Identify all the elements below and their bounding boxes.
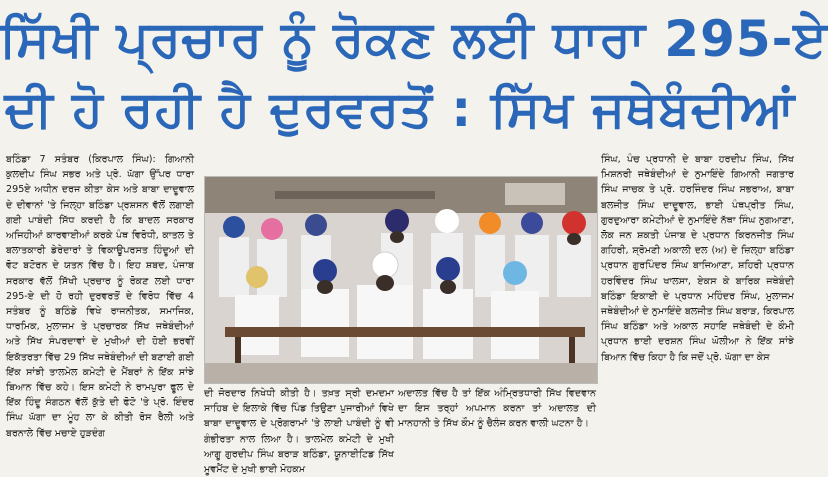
article-column-left	[6, 152, 194, 458]
article-paragraph: ਬਠਿੰਡਾ 7 ਸਤੰਬਰ (ਕਿਰਪਾਲ ਸਿੰਘ): ਗਿਆਨੀ ਕੁਲਦੀਪ ਸਿੰਘ ਸਭਰ ਅਤੇ ਪ੍ਰੋ. ਘੱਗਾ ਉੱਪਰ ਧਾਰਾ 295ਏ ਅਧੀਨ ਦਰਜ ਕੀਤਾ ਕੇਸ ਅਤੇ ਬਾਬਾ ਦਾਦੂਵਾਲ ਦੇ ਦੀਵਾਨਾਂ 'ਤੇ ਜਿਲ੍ਹਾ ਬਠਿੰਡਾ ਪ੍ਰਸ਼ਸਨ ਵੱਲੋਂ ਲਗਾਈ ਗਈ ਪਾਬੰਦੀ ਸਿੱਧ ਕਰਦੀ ਹੈ ਕਿ ਬਾਦਲ ਸਰਕਾਰ ਅਜਿਹੀਆਂ ਕਾਰਵਾਈਆਂ ਕਰਕੇ ਪੰਥ ਵਿਰੋਧੀ, ਕਾਤਲ ਤੇ ਬਲਾਤਕਾਰੀ ਡੇਰੇਦਾਰਾਂ ਤੇ ਵਿਕਾਊਪਰਸਤ ਹਿੰਦੂਆਂ ਦੀ ਵੋਟ ਬਟੋਰਨ ਦੇ ਯਤਨ ਵਿੱਚ ਹੈ। ਇਹ ਸ਼ਬਦ, ਪੰਜਾਬ ਸਰਕਾਰ ਵੱਲੋਂ ਸਿੱਖੀ ਪ੍ਰਚਾਰ ਨੂੰ ਰੋਕਣ ਲਈ ਧਾਰਾ 295-ਏ ਦੀ ਹੋ ਰਹੀ ਦੁਰਵਰਤੋਂ ਦੇ ਵਿਰੋਧ ਵਿੱਚ 4 ਸਤੰਬਰ ਨੂੰ ਬਠਿੰਡੇ ਵਿਖੇ ਰਾਜਨੀਤਕ, ਸਮਾਜਿਕ, ਧਾਰਮਿਕ, ਮੁਲਾਜਮ ਤੇ ਪ੍ਰਚਾਰਕ ਸਿੱਖ ਜਥੇਬੰਦੀਆਂ ਅਤੇ ਸਿੱਖ ਸੰਪਰਦਾਵਾਂ ਦੇ ਮੁਖੀਆਂ ਦੀ ਹੋਈ ਭਰਵੀਂ ਇਕੱਤਰਤਾ ਵਿੱਚ 29 ਸਿੱਖ ਜਥੇਬੰਦੀਆਂ ਦੀ ਬਣਾਈ ਗਈ ਇੱਕ ਸਾਂਝੀ ਤਾਲਮੇਲ ਕਮੇਟੀ ਦੇ ਮੈਂਬਰਾਂ ਨੇ ਇੱਕ ਸਾਂਝੇ ਬਿਆਨ ਵਿੱਚ ਕਹੇ। ਇਸ ਕਮੇਟੀ ਨੇ ਰਾਮਪੁਰਾ ਫੂਲ ਦੇ ਇੱਕ ਹਿੰਦੂ ਸੰਗਠਨ ਵੱਲੋਂ ਕੁੱਤੇ ਦੀ ਫੋਟੋ 'ਤੇ ਪ੍ਰੋ. ਇੰਦਰ ਸਿੰਘ ਘੱਗਾ ਦਾ ਮੂੰਹ ਲਾ ਕੇ ਕੀਤੀ ਰੋਸ ਰੈਲੀ ਅਤੇ ਬਰਨਾਲੇ ਵਿੱਚ ਮਚਾਏ ਹੁੜਦੰਗ	[6, 154, 194, 439]
article-column-bottom-b	[398, 386, 596, 458]
article-column-bottom-a	[204, 386, 394, 476]
article-paragraph: ਸਿੰਘ, ਪੰਚ ਪ੍ਰਧਾਨੀ ਦੇ ਬਾਬਾ ਹਰਦੀਪ ਸਿੰਘ, ਸਿੱਖ ਮਿਸ਼ਨਰੀ ਜਥੇਬੰਦੀਆਂ ਦੇ ਨੁਮਾਇੰਦੇ ਗਿਆਨੀ ਜਗਤਾਰ ਸਿੰਘ ਜਾਚਕ ਤੇ ਪ੍ਰੋ. ਹਰਜਿੰਦਰ ਸਿੰਘ ਸਭਰਾਅ, ਬਾਬਾ ਬਲਜੀਤ ਸਿੰਘ ਦਾਦੂਵਾਲ, ਭਾਈ ਪੰਥਪ੍ਰੀਤ ਸਿੰਘ, ਗੁਰਦੁਆਰਾ ਕਮੇਟੀਆਂ ਦੇ ਨੁਮਾਇੰਦੇ ਨੱਥਾ ਸਿੰਘ ਨੁਗਆਣਾ, ਲੋਕ ਜਨ ਸ਼ਕਤੀ ਪੰਜਾਬ ਦੇ ਪ੍ਰਧਾਨ ਕਿਰਨਜੀਤ ਸਿੰਘ ਗਹਿਰੀ, ਸ਼੍ਰੋਮਣੀ ਅਕਾਲੀ ਦਲ (ਅ) ਦੇ ਜ਼ਿਲ੍ਹਾ ਬਠਿੰਡਾ ਪ੍ਰਧਾਨ ਗੁਰਪਿੰਦਰ ਸਿੰਘ ਬਾਜਿਆਣਾ, ਸ਼ਹਿਰੀ ਪ੍ਰਧਾਨ ਹਰਵਿੰਦਰ ਸਿੰਘ ਖਾਲਸਾ, ਏਕਸ ਕੇ ਬਾਰਿਕ ਜਥੇਬੰਦੀ ਬਠਿੰਡਾ ਇਕਾਈ ਦੇ ਪ੍ਰਧਾਨ ਮਹਿੰਦਰ ਸਿੰਘ, ਮੁਲਾਜਮ ਜਥੇਬੰਦੀਆਂ ਦੇ ਨੁਮਾਇੰਦੇ ਬਲਜੀਤ ਸਿੰਘ ਬਰਾੜ, ਕਿਰਪਾਲ ਸਿੰਘ ਬਠਿੰਡਾ ਅਤੇ ਅਕਾਲ ਸਹਾਇ ਜਥੇਬੰਦੀ ਦੇ ਕੌਮੀ ਪ੍ਰਧਾਨ ਭਾਈ ਦਰਸ਼ਨ ਸਿੰਘ ਘੋਲੀਆ ਨੇ ਇੱਕ ਸਾਂਝੇ ਬਿਆਨ ਵਿੱਚ ਕਿਹਾ ਹੈ ਕਿ ਜਦੋਂ ਪ੍ਰੋ. ਘੱਗਾ ਦਾ ਕੇਸ	[601, 154, 794, 363]
news-photo-illustration	[205, 177, 597, 383]
article-column-right	[601, 152, 794, 458]
article-paragraph: ਦੀ ਜੋਰਦਾਰ ਨਿਖੇਧੀ ਕੀਤੀ ਹੈ। ਤਖ਼ਤ ਸ੍ਰੀ ਦਮਦਮਾ ਸਾਹਿਬ ਦੇ ਇਲਾਕੇ ਵਿੱਚ ਪਿੰਡ ਤਿਉਣਾ ਪੁਜਾਰੀਆਂ ਵਿਖੇ ਬਾਬਾ ਦਾਦੂਵਾਲ ਦੇ ਪ੍ਰੋਗਰਾਮਾਂ 'ਤੇ ਲਾਈ ਪਾਬੰਦੀ ਨੂੰ ਵੀ ਗੰਭੀਰਤਾ ਨਾਲ ਲਿਆ ਹੈ। ਤਾਲਮੇਲ ਕਮੇਟੀ ਦੇ ਮੁਖੀ ਆਗੂ ਗੁਰਦੀਪ ਸਿੰਘ ਬਰਾੜ ਬਠਿੰਡਾ, ਯੂਨਾਈਟਿਡ ਸਿੱਖ ਮੂਵਮੈਂਟ ਦੇ ਮੁਖੀ ਭਾਈ ਮੋਹਕਮ	[204, 388, 394, 476]
headline-line-2: ਦੀ ਹੋ ਰਹੀ ਹੈ ਦੁਰਵਰਤੋਂ : ਸਿੱਖ ਜਥੇਬੰਦੀਆਂ	[4, 80, 796, 138]
news-photo	[204, 176, 598, 384]
headline-line-1: ਸਿੱਖੀ ਪ੍ਰਚਾਰ ਨੂੰ ਰੋਕਣ ਲਈ ਧਾਰਾ 295-ਏ	[0, 10, 828, 68]
article-paragraph: ਅਦਾਲਤ ਵਿੱਚ ਹੈ ਤਾਂ ਇੱਕ ਅੰਮ੍ਰਿਤਧਾਰੀ ਸਿੱਖ ਵਿਦਵਾਨ ਦਾ ਇਸ ਤਰ੍ਹਾਂ ਅਪਮਾਨ ਕਰਨਾ ਤਾਂ ਅਦਾਲਤ ਦੀ ਮਾਨਹਾਨੀ ਤੇ ਸਿੱਖ ਕੌਮ ਨੂੰ ਚੈਲੰਜ ਕਰਨ ਵਾਲੀ ਘਟਨਾ ਹੈ।	[398, 388, 596, 430]
